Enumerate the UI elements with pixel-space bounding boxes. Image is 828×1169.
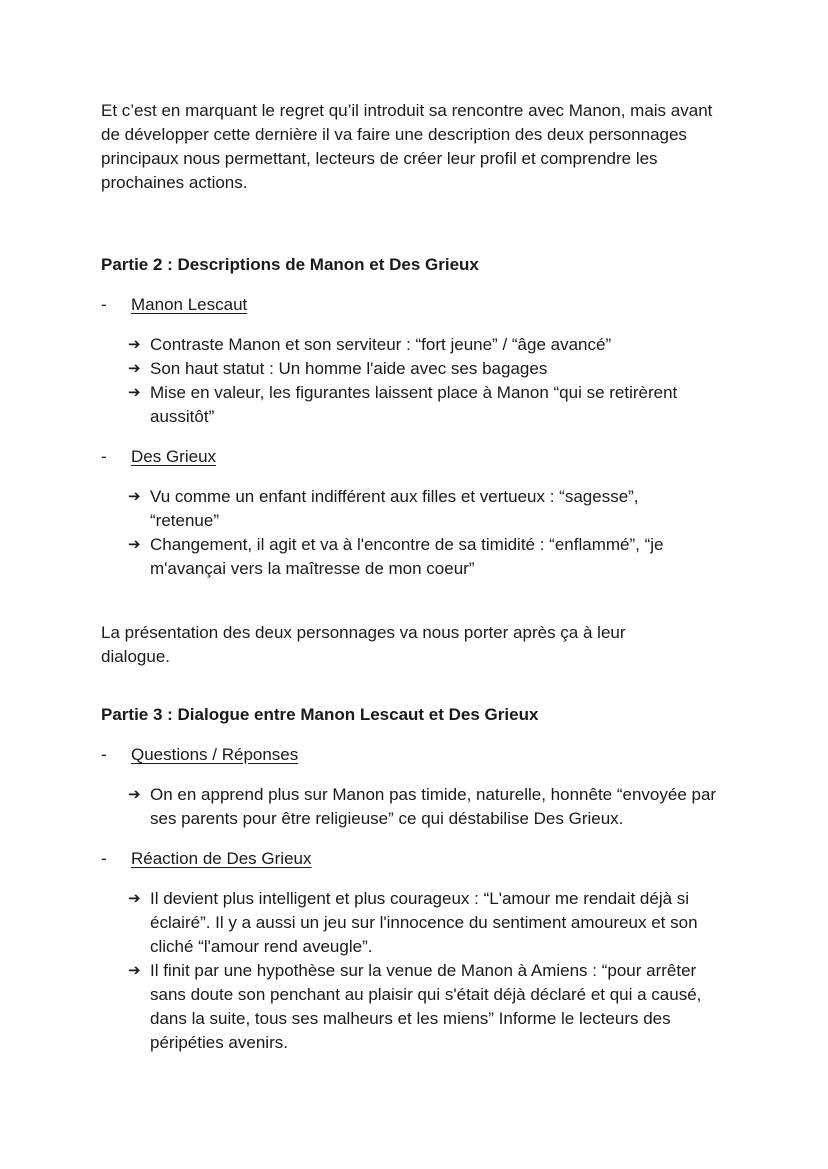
arrow-right-icon: ➔ <box>128 890 141 907</box>
arrow-right-icon: ➔ <box>128 336 141 353</box>
list-item <box>128 381 710 429</box>
list-item-text: Changement, il agit et va à l'encontre de sa timidité : “enflammé”, “je m'avançai vers la maîtresse de mon coeur” <box>150 535 664 578</box>
list-item <box>128 783 730 831</box>
list-item-text: Son haut statut : Un homme l'aide avec ses bagages <box>150 359 548 378</box>
list-item <box>128 333 741 357</box>
part2-heading: Partie 2 : Descriptions de Manon et Des Grieux <box>101 255 479 274</box>
list-item-text: Il finit par une hypothèse sur la venue de Manon à Amiens : “pour arrêter sans doute son penchant au plaisir qui s'était déjà déclaré et qui a causé, dans la suite, tous ses malheurs et les miens” Informe le lecteurs des péripéties avenirs. <box>150 961 702 1052</box>
arrow-right-icon: ➔ <box>128 384 141 401</box>
list-item <box>128 959 730 1055</box>
section-des-grieux <box>101 445 741 469</box>
section-label: Réaction de Des Grieux <box>131 849 312 868</box>
arrow-right-icon: ➔ <box>128 536 141 553</box>
list-item <box>128 887 730 959</box>
intro-paragraph: Et c’est en marquant le regret qu’il introduit sa rencontre avec Manon, mais avant de développer cette dernière il va faire une description des deux personnages principaux nous permettant, lecteurs de créer leur profil et comprendre les prochaines actions. <box>101 101 713 192</box>
list-item-text: Mise en valeur, les figurantes laissent place à Manon “qui se retirèrent aussitôt” <box>150 383 678 426</box>
part3-heading: Partie 3 : Dialogue entre Manon Lescaut et Des Grieux <box>101 705 539 724</box>
list-item-text: Contraste Manon et son serviteur : “fort jeune” / “âge avancé” <box>150 335 612 354</box>
questions-points-list <box>101 783 741 831</box>
manon-points-list <box>101 333 741 429</box>
reaction-points-list <box>101 887 741 1055</box>
section-questions-reponses <box>101 743 741 767</box>
des-grieux-points-list <box>101 485 741 581</box>
arrow-right-icon: ➔ <box>128 488 141 505</box>
section-reaction-des-grieux <box>101 847 741 871</box>
list-item <box>128 533 710 581</box>
section-manon-lescaut <box>101 293 741 317</box>
list-item-text: Vu comme un enfant indifférent aux filles et vertueux : “sagesse”, “retenue” <box>150 487 639 530</box>
list-item-text: Il devient plus intelligent et plus courageux : “L'amour me rendait déjà si éclairé”. Il y a aussi un jeu sur l'innocence du sentiment amoureux et son cliché “l'amour rend aveugle”. <box>150 889 698 956</box>
arrow-right-icon: ➔ <box>128 786 141 803</box>
dash-bullet: - <box>101 745 107 764</box>
transition-paragraph: La présentation des deux personnages va nous porter après ça à leur dialogue. <box>101 623 626 666</box>
arrow-right-icon: ➔ <box>128 360 141 377</box>
arrow-right-icon: ➔ <box>128 962 141 979</box>
section-label: Manon Lescaut <box>131 295 248 314</box>
list-item <box>128 357 741 381</box>
document-page <box>101 99 741 1055</box>
section-label: Questions / Réponses <box>131 745 299 764</box>
list-item <box>128 485 710 533</box>
list-item-text: On en apprend plus sur Manon pas timide, naturelle, honnête “envoyée par ses parents pour être religieuse” ce qui déstabilise Des Grieux. <box>150 785 717 828</box>
dash-bullet: - <box>101 447 107 466</box>
dash-bullet: - <box>101 849 107 868</box>
dash-bullet: - <box>101 295 107 314</box>
section-label: Des Grieux <box>131 447 217 466</box>
